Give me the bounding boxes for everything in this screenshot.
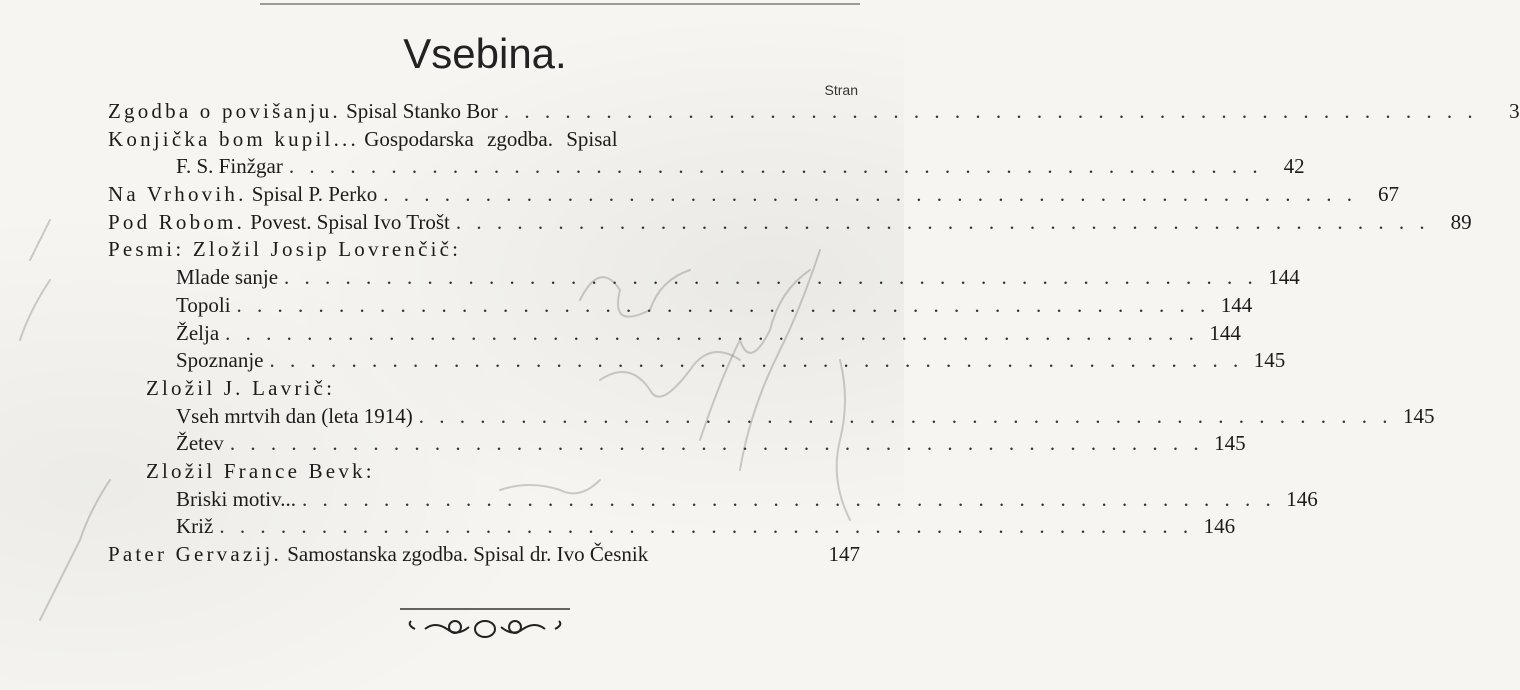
entry-text: Topoli [176, 292, 231, 317]
entry-page: 67 [1377, 182, 1399, 207]
page-column-header: Stran [824, 82, 858, 98]
toc-entry[interactable] [108, 541, 860, 569]
toc-entry[interactable] [108, 403, 1435, 431]
leader-dots: . . . . . . . . . . . . . . . . . . . . . . . . . . . . . . . . . . . . . . . . . . . . . . . . [284, 265, 1258, 290]
entry-key: Zložil France Bevk: [146, 458, 375, 483]
ornament-flourish-icon [395, 605, 575, 655]
entry-key: Pod Robom. [108, 209, 246, 234]
entry-page: 42 [1283, 154, 1305, 179]
entry-page: 145 [1253, 348, 1286, 373]
leader-dots: . . . . . . . . . . . . . . . . . . . . . . . . . . . . . . . . . . . . . . . . . . . . . . . . [219, 514, 1194, 539]
toc-entry[interactable] [108, 347, 1286, 375]
entry-text: Samostanska zgodba. Spisal dr. Ivo Česnik [287, 542, 649, 566]
entry-key: Zgodba o povišanju. [108, 99, 341, 123]
leader-dots: . . . . . . . . . . . . . . . . . . . . . . . . . . . . . . . . . . . . . . . . . . . . . . . . [225, 320, 1199, 345]
leader-dots: . . . . . . . . . . . . . . . . . . . . . . . . . . . . . . . . . . . . . . . . . . . . . . . . [503, 99, 1478, 123]
entry-page: 145 [1403, 403, 1435, 428]
entry-key: Zložil J. Lavrič: [146, 375, 336, 400]
entry-text: Gospodarska zgodba. Spisal [364, 126, 618, 151]
toc-entry[interactable] [108, 181, 1399, 209]
toc-entry[interactable] [108, 153, 1305, 181]
toc-entry[interactable] [108, 126, 860, 154]
entry-text: Briski motiv... [176, 486, 296, 511]
entry-text: F. S. Finžgar [176, 154, 283, 179]
toc-entry[interactable] [108, 320, 1241, 348]
toc-entry[interactable] [108, 430, 1246, 458]
entry-text: Vseh mrtvih dan (leta 1914) [176, 403, 413, 428]
entry-page: 145 [1214, 431, 1246, 456]
toc-entry[interactable] [108, 264, 1300, 292]
toc-entry[interactable] [108, 98, 1520, 126]
entry-key: Na Vrhovih. [108, 182, 247, 207]
entry-page: 146 [1286, 486, 1318, 511]
top-rule [260, 3, 860, 5]
entry-page: 3 [1509, 99, 1520, 123]
entry-page: 144 [1209, 320, 1241, 345]
leader-dots: . . . . . . . . . . . . . . . . . . . . . . . . . . . . . . . . . . . . . . . . . . . . . . . . [418, 403, 1393, 428]
toc-section-heading[interactable] [108, 375, 860, 403]
toc-entry[interactable] [108, 486, 1318, 514]
leader-dots: . . . . . . . . . . . . . . . . . . . . . . . . . . . . . . . . . . . . . . . . . . . . . . . . [383, 182, 1357, 207]
leader-dots: . . . . . . . . . . . . . . . . . . . . . . . . . . . . . . . . . . . . . . . . . . . . . . . . [229, 431, 1204, 456]
entry-page: 144 [1268, 265, 1300, 290]
entry-text: Križ [176, 514, 214, 539]
entry-text: Spisal Stanko Bor [346, 99, 498, 123]
leader-dots: . . . . . . . . . . . . . . . . . . . . . . . . . . . . . . . . . . . . . . . . . . . . . . . . [301, 486, 1276, 511]
toc-entry[interactable] [108, 513, 1236, 541]
toc-entry[interactable] [108, 209, 1472, 237]
entry-page: 89 [1450, 209, 1472, 234]
entry-page: 147 [828, 542, 860, 566]
entry-key: Pater Gervazij. [108, 542, 282, 566]
page-title: Vsebina. [403, 30, 567, 77]
entry-text: Mlade sanje [176, 265, 279, 290]
entry-page: 146 [1203, 514, 1236, 539]
entry-page: 144 [1220, 292, 1253, 317]
entry-text: Žetev [176, 431, 224, 456]
leader-dots: . . . . . . . . . . . . . . . . . . . . . . . . . . . . . . . . . . . . . . . . . . . . . . . . [288, 154, 1263, 179]
entry-key: Konjička bom kupil... [108, 126, 359, 151]
entry-text: Želja [176, 320, 220, 345]
leader-dots: . . . . . . . . . . . . . . . . . . . . . . . . . . . . . . . . . . . . . . . . . . . . . . . . [269, 348, 1244, 373]
entry-text: Spisal P. Perko [251, 182, 378, 207]
leader-dots: . . . . . . . . . . . . . . . . . . . . . . . . . . . . . . . . . . . . . . . . . . . . . . . . [455, 209, 1430, 234]
entry-key: Pesmi: Zložil Josip Lovrenčič: [108, 237, 462, 262]
entry-text: Spoznanje [176, 348, 264, 373]
entry-text: Povest. Spisal Ivo Trošt [250, 209, 450, 234]
table-of-contents [108, 98, 1520, 569]
toc-entry[interactable] [108, 292, 1253, 320]
toc-section-heading[interactable] [108, 458, 860, 486]
toc-section-heading[interactable] [108, 236, 860, 264]
leader-dots: . . . . . . . . . . . . . . . . . . . . . . . . . . . . . . . . . . . . . . . . . . . . . . . . [236, 292, 1211, 317]
